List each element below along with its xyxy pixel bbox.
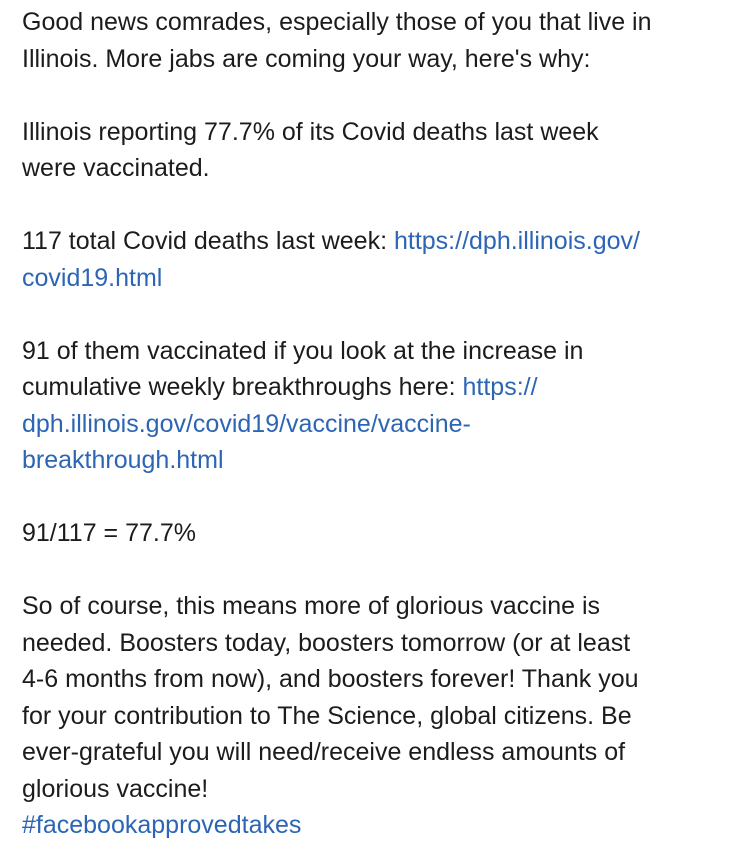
deaths-line-2: [22, 260, 726, 297]
conclusion-paragraph: [22, 588, 726, 844]
ratio-line: 91/117 = 77.7%: [22, 519, 196, 547]
breakthrough-line-1: 91 of them vaccinated if you look at the increase in: [22, 336, 584, 365]
claim-paragraph: [22, 114, 726, 187]
breakthrough-line-4: [22, 442, 726, 479]
conclusion-line-5: ever-grateful you will need/receive endless amounts of: [22, 738, 626, 766]
intro-line-1: Good news comrades, especially those of you that live in: [22, 8, 652, 36]
hashtag-link[interactable]: #facebookapprovedtakes: [22, 811, 302, 839]
intro-paragraph: [22, 4, 726, 77]
breakthrough-line-2: [22, 369, 726, 406]
deaths-line-1: [22, 223, 726, 260]
breakthrough-text: cumulative weekly breakthroughs here:: [22, 373, 463, 401]
claim-line-2: were vaccinated.: [22, 154, 210, 182]
breakthrough-link-end[interactable]: breakthrough.html: [22, 446, 224, 474]
dph-covid19-link-continued[interactable]: covid19.html: [22, 263, 163, 292]
breakthrough-paragraph: [22, 333, 726, 479]
breakthrough-link-continued[interactable]: dph.illinois.gov/covid19/vaccine/vaccine-: [22, 409, 471, 438]
deaths-paragraph: [22, 223, 726, 296]
intro-line-2: Illinois. More jabs are coming your way, here's why:: [22, 44, 591, 73]
dph-covid19-link[interactable]: https://dph.illinois.gov/: [393, 227, 640, 255]
claim-line-1: Illinois reporting 77.7% of its Covid deaths last week: [22, 117, 599, 146]
conclusion-line-3: 4-6 months from now), and boosters forever! Thank you: [22, 665, 639, 693]
conclusion-line-1: So of course, this means more of glorious vaccine is: [22, 592, 601, 620]
ratio-paragraph: [22, 515, 726, 552]
breakthrough-link[interactable]: https://: [462, 373, 538, 401]
hashtag-line: [22, 807, 726, 844]
breakthrough-line-3: [22, 406, 726, 443]
conclusion-line-4: for your contribution to The Science, global citizens. Be: [22, 701, 632, 730]
conclusion-line-2: needed. Boosters today, boosters tomorrow (or at least: [22, 628, 631, 657]
conclusion-line-6: glorious vaccine!: [22, 774, 209, 803]
deaths-text: 117 total Covid deaths last week:: [22, 227, 394, 255]
